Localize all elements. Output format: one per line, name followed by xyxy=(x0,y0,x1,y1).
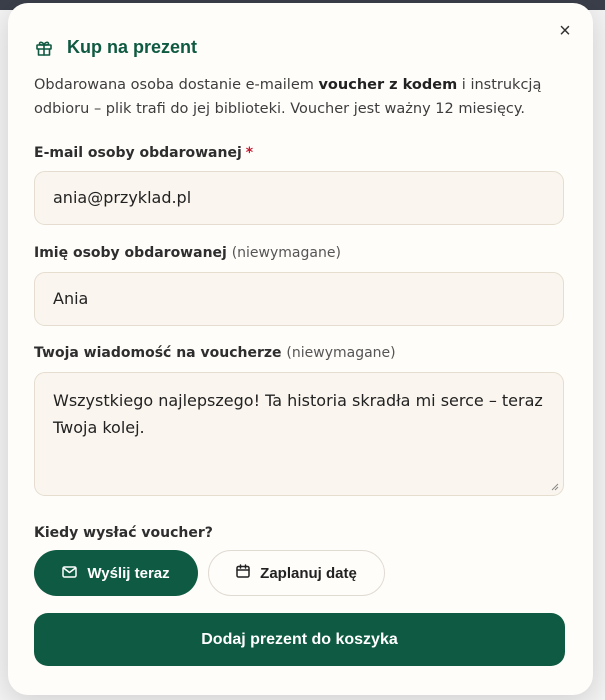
send-now-label: Wyślij teraz xyxy=(87,564,170,582)
name-label-text: Imię osoby obdarowanej xyxy=(34,245,227,261)
description-text-end: i instrukcją odbioru – plik trafi do jej biblioteki. Voucher jest ważny 12 miesięcy. xyxy=(34,77,542,117)
name-value: Ania xyxy=(53,289,89,308)
message-value: Wszystkiego najlepszego! Ta historia skradła mi serce – teraz Twoja kolej. xyxy=(53,391,543,437)
modal-title: Kup na prezent xyxy=(67,37,198,57)
message-textarea[interactable] xyxy=(34,372,564,496)
required-marker: * xyxy=(245,145,254,161)
schedule-date-label: Zaplanuj datę xyxy=(260,564,357,582)
schedule-date-button[interactable] xyxy=(208,550,385,596)
add-gift-to-cart-button[interactable]: Dodaj prezent do koszyka xyxy=(34,613,565,666)
close-button[interactable] xyxy=(553,19,577,43)
send-now-button[interactable] xyxy=(34,550,198,596)
email-label xyxy=(34,145,253,161)
name-label xyxy=(34,245,341,261)
modal-description xyxy=(34,73,564,121)
optional-hint: (niewymagane) xyxy=(286,345,396,361)
description-text-start: Obdarowana osoba dostanie e-mailem xyxy=(34,77,319,93)
send-time-label: Kiedy wysłać voucher? xyxy=(34,525,213,541)
optional-hint: (niewymagane) xyxy=(231,245,341,261)
gift-modal xyxy=(8,3,593,695)
calendar-icon xyxy=(236,564,250,582)
resize-grip-icon[interactable] xyxy=(551,483,559,491)
description-highlight: voucher z kodem xyxy=(318,77,458,93)
name-field[interactable] xyxy=(34,272,564,326)
modal-header xyxy=(35,37,197,58)
close-icon: × xyxy=(559,20,571,42)
gift-icon xyxy=(35,39,53,57)
email-label-text: E-mail osoby obdarowanej xyxy=(34,145,242,161)
email-value: ania@przyklad.pl xyxy=(53,188,192,207)
message-label-text: Twoja wiadomość na voucherze xyxy=(34,345,282,361)
email-field[interactable] xyxy=(34,171,564,225)
mail-icon xyxy=(62,565,77,582)
message-label xyxy=(34,345,396,361)
